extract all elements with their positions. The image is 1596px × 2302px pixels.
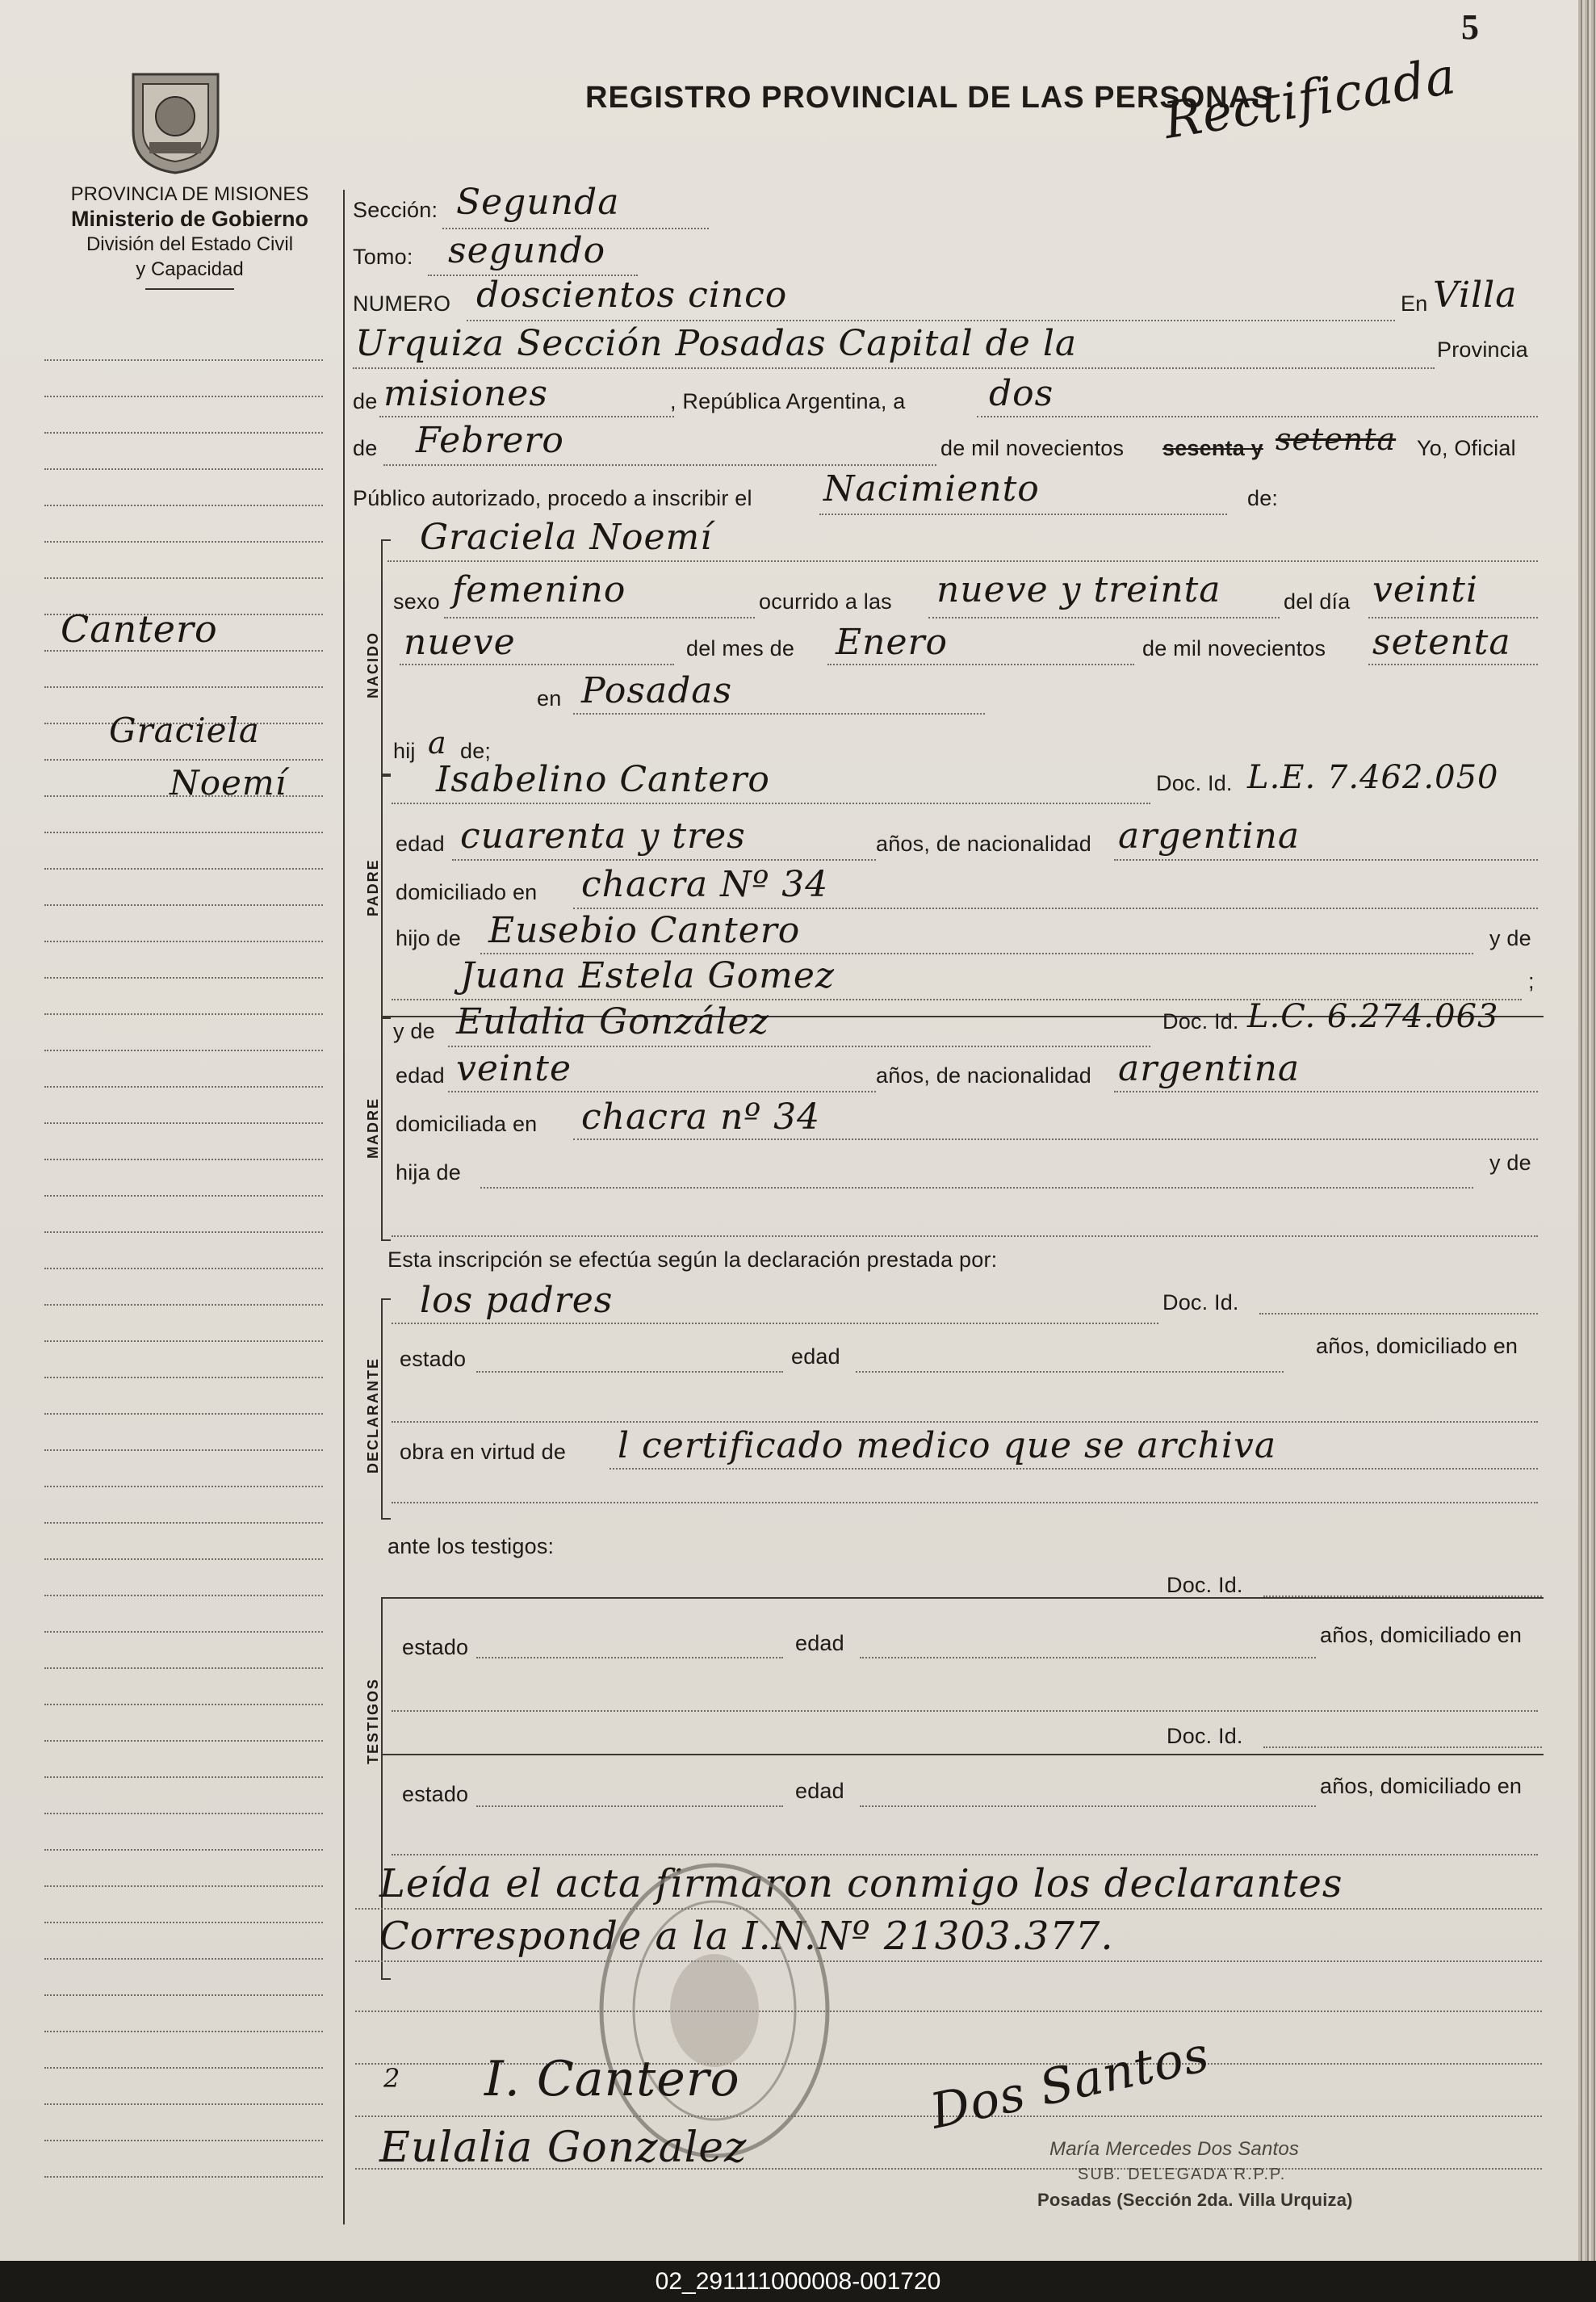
section-label-madre: MADRE [365, 1097, 381, 1159]
signature-madre: Eulalia Gonzalez [379, 2124, 748, 2172]
declarante-intro-label: Esta inscripción se efectúa según la declaración prestada por: [387, 1247, 998, 1272]
closing-line-1: Leída el acta firmaron conmigo los declarantes [379, 1861, 1343, 1906]
province-line: PROVINCIA DE MISIONES [70, 183, 309, 205]
declarante-name-value: los padres [420, 1280, 614, 1321]
provincia-value: misiones [383, 373, 548, 414]
padre-bracket [381, 774, 391, 1019]
section-label-padre: PADRE [365, 858, 381, 916]
anio-label: de mil novecientos [940, 436, 1125, 460]
publico-label: Público autorizado, procedo a inscribir el [353, 486, 752, 510]
official-title-stamp: SUB. DELEGADA R.P.P. [1078, 2166, 1287, 2183]
de2-label: de [353, 436, 378, 460]
testigo1-anos-label: años, domiciliado en [1320, 1623, 1523, 1647]
margin-note-given-name: Graciela [109, 711, 260, 750]
section-label-declarante: DECLARANTE [365, 1357, 381, 1474]
padre-hijo-de-label: hijo de [396, 926, 461, 950]
testigo1-estado-label: estado [402, 1635, 469, 1659]
sexo-value: femenino [452, 569, 626, 610]
place-line-value: Urquiza Sección Posadas Capital de la [355, 323, 1078, 364]
en-label: En [1401, 291, 1428, 316]
margin-note-middle-name: Noemí [170, 763, 287, 803]
padre-name-value: Isabelino Cantero [436, 759, 770, 800]
capacidad-line: y Capacidad [136, 258, 244, 280]
padre-dom-value: chacra Nº 34 [581, 864, 829, 905]
padre-y-de-label: y de [1489, 926, 1531, 950]
anio-nacido-label: de mil novecientos [1142, 636, 1326, 660]
madre-hija-de-label: hija de [396, 1160, 461, 1185]
signature-oficial: Dos Santos [925, 2026, 1215, 2141]
official-office-stamp: Posadas (Sección 2da. Villa Urquiza) [1037, 2190, 1353, 2210]
official-seal-icon [593, 1853, 836, 2168]
nacido-name-value: Graciela Noemí [420, 517, 713, 558]
numero-value: doscientos cinco [476, 275, 788, 316]
en-value: Villa [1433, 275, 1518, 316]
declarante-obra-label: obra en virtud de [400, 1440, 567, 1464]
madre-dom-label: domiciliada en [396, 1112, 538, 1136]
padre-doc-label: Doc. Id. [1156, 771, 1233, 795]
seccion-value: Segunda [456, 182, 620, 223]
rectificada-annotation: Rectificada [1159, 45, 1460, 151]
file-identifier: 02_291111000008-001720 [0, 2261, 1596, 2302]
provincia-label: Provincia [1437, 338, 1528, 362]
declarante-obra-value: l certificado medico que se archiva [618, 1425, 1277, 1466]
testigo1-edad-label: edad [795, 1631, 844, 1655]
section-label-nacido: NACIDO [365, 631, 381, 698]
tomo-value: segundo [448, 230, 606, 271]
dia-value: dos [989, 373, 1054, 414]
margin-note-surname: Cantero [61, 607, 218, 651]
coat-of-arms-icon [125, 66, 226, 175]
padre-doc-value: L.E. 7.462.050 [1247, 759, 1499, 796]
madre-dom-value: chacra nº 34 [581, 1096, 821, 1138]
sexo-label: sexo [393, 589, 440, 614]
numero-label: NUMERO [353, 291, 451, 316]
closing-line-2: Corresponde a la I.N.Nº 21303.377. [379, 1914, 1114, 1959]
padre-edad-label: edad [396, 832, 445, 856]
republica-label: , República Argentina, a [670, 389, 906, 413]
abuela-paterna-value: Juana Estela Gomez [460, 955, 836, 996]
testigo2-anos-label: años, domiciliado en [1320, 1774, 1523, 1798]
nacido-bracket [381, 539, 391, 777]
page-number: 5 [1461, 7, 1480, 47]
hij-suffix: a [428, 725, 447, 761]
padre-semicolon: ; [1528, 969, 1535, 993]
madre-doc-label: Doc. Id. [1162, 1009, 1239, 1034]
madre-edad-value: veinte [456, 1048, 572, 1089]
declarante-edad-label: edad [791, 1344, 840, 1369]
ocurrido-label: ocurrido a las [759, 589, 892, 614]
hij-label: hij [393, 739, 416, 763]
padre-edad-value: cuarenta y tres [460, 816, 746, 857]
ministry-line: Ministerio de Gobierno [70, 207, 309, 231]
madre-nac-value: argentina [1118, 1048, 1301, 1089]
division-line: División del Estado Civil [86, 233, 294, 255]
madre-nac-label: años, de nacionalidad [876, 1063, 1091, 1088]
madre-bracket [381, 1016, 391, 1241]
madre-doc-value: L.C. 6.274.063 [1247, 998, 1499, 1035]
declarante-anos-label: años, domiciliado en [1316, 1334, 1519, 1358]
dia-value-b: nueve [404, 622, 516, 663]
tomo-label: Tomo: [353, 245, 413, 269]
dia-value-a: veinti [1372, 569, 1479, 610]
signature-padre: I. Cantero [484, 2051, 740, 2107]
declarante-estado-label: estado [400, 1347, 467, 1371]
mes-label: del mes de [686, 636, 795, 660]
de-label: de [353, 389, 378, 413]
column-divider [343, 190, 345, 2224]
testigo2-estado-label: estado [402, 1782, 469, 1806]
testigo2-doc-label: Doc. Id. [1167, 1724, 1243, 1748]
issuing-authority [32, 182, 347, 290]
testigos-intro-label: ante los testigos: [387, 1534, 555, 1558]
lugar-value: Posadas [581, 670, 733, 711]
acto-value: Nacimiento [823, 468, 1040, 509]
del-dia-label: del día [1284, 589, 1351, 614]
hij-de-label: de; [460, 739, 492, 763]
madre-y-de-end-label: y de [1489, 1151, 1531, 1175]
anio-value: setenta [1276, 421, 1397, 457]
anio-nacido-value: setenta [1372, 622, 1511, 663]
madre-edad-label: edad [396, 1063, 445, 1088]
section-label-testigos: TESTIGOS [365, 1677, 381, 1764]
madre-name-value: Eulalia González [456, 1001, 769, 1042]
madre-y-de-label: y de [393, 1019, 435, 1043]
signature-mark: 2 [383, 2063, 401, 2094]
document-title: REGISTRO PROVINCIAL DE LAS PERSONAS [585, 81, 1273, 115]
declarante-doc-label: Doc. Id. [1162, 1290, 1239, 1315]
abuelo-paterno-value: Eusebio Cantero [488, 910, 801, 951]
oficial-label: Yo, Oficial [1417, 436, 1516, 460]
seccion-label: Sección: [353, 198, 438, 222]
mes-value: Febrero [416, 420, 564, 461]
lugar-label: en [537, 686, 562, 711]
official-name-stamp: María Mercedes Dos Santos [1049, 2138, 1300, 2160]
de3-label: de: [1247, 486, 1279, 510]
padre-dom-label: domiciliado en [396, 880, 538, 904]
padre-nac-label: años, de nacionalidad [876, 832, 1091, 856]
hora-value: nueve y treinta [936, 569, 1221, 610]
declarante-bracket [381, 1298, 391, 1520]
testigo1-doc-label: Doc. Id. [1167, 1573, 1243, 1597]
anio-struck-text: sesenta y [1162, 436, 1263, 460]
mes-value: Enero [836, 622, 949, 663]
stacked-page-edges [1578, 0, 1596, 2261]
padre-nac-value: argentina [1118, 816, 1301, 857]
testigo2-edad-label: edad [795, 1779, 844, 1803]
